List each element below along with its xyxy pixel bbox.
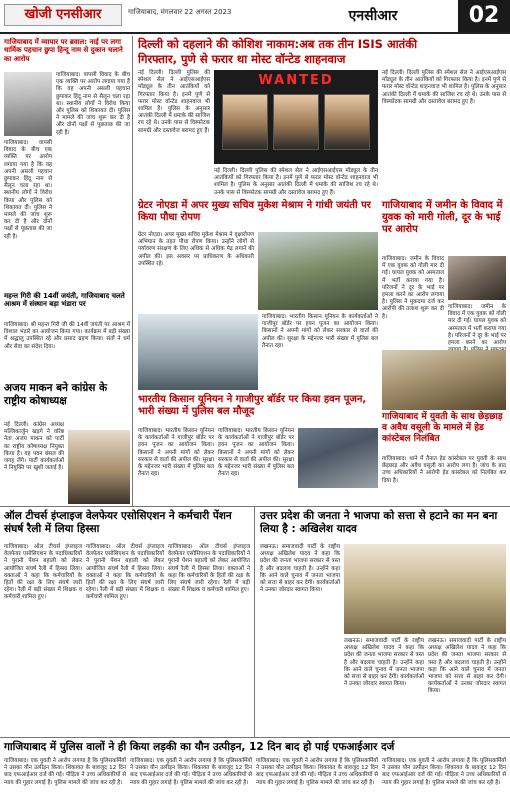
suspect-photo xyxy=(324,94,370,150)
row-divider xyxy=(0,506,510,507)
newspaper-logo: खोजी एनसीआर xyxy=(4,4,122,26)
article-body: नई दिल्ली। दिल्ली पुलिस की स्पेशल सेल ने आईएसआईएस मॉड्यूल के तीन आतंकियों को गिरफ्तार किया है। इनमें पुणे से फरार मोस्ट वॉन्टेड शाहनवाज भी शामिल है। पुलिस के अनुसार आतंकी दिल्ली में धमाके की साजिश रच रहे थे। उनके पास से विस्फोटक सामग्री और दस्तावेज बरामद हुए हैं। xyxy=(214,168,378,196)
story-headline: गाजियाबाद में युवती के साथ छेड़छाड़ व अवैध वसूली के मामले में हेड कांस्टेबल निलंबित xyxy=(382,412,503,444)
article-body: गाजियाबाद। ऑल टीचर्स इंप्लाइज वेलफेयर एसोसिएशन के पदाधिकारियों ने पुरानी पेंशन बहाली को लेकर आयोजित संघर्ष रैली में हिस्सा लिया। वक्ताओं ने कहा कि कर्मचारियों के हितों की रक्षा के लिए संघर्ष जारी रहेगा। रैली में बड़ी संख्या में शिक्षक व कर्मचारी शामिल हुए। xyxy=(168,544,250,594)
news-photo xyxy=(258,232,378,310)
news-photo xyxy=(344,544,506,634)
news-photo xyxy=(138,314,258,390)
portrait-photo xyxy=(68,430,130,504)
article-body: गाजियाबाद। ऑल टीचर्स इंप्लाइज वेलफेयर एसोसिएशन के पदाधिकारियों ने पुरानी पेंशन बहाली को लेकर आयोजित संघर्ष रैली में हिस्सा लिया। वक्ताओं ने कहा कि कर्मचारियों के हितों की रक्षा के लिए संघर्ष जारी रहेगा। रैली में बड़ी संख्या में शिक्षक व कर्मचारी शामिल हुए। xyxy=(4,544,82,601)
wanted-poster xyxy=(214,70,378,164)
edition-info: गाजियाबाद, मंगलवार 22 अगस्त 2023 xyxy=(128,8,232,16)
article-body: गाजियाबाद। थाने में तैनात हेड कांस्टेबल पर युवती के साथ छेड़छाड़ और अवैध वसूली का आरोप लगा है। जांच के बाद उच्च अधिकारियों ने आरोपी हेड कांस्टेबल को निलंबित कर दिया है। xyxy=(382,456,506,484)
news-photo xyxy=(4,72,52,136)
column-divider xyxy=(132,36,133,506)
article-body: नई दिल्ली। दिल्ली पुलिस की स्पेशल सेल ने आईएसआईएस मॉड्यूल के तीन आतंकियों को गिरफ्तार किया है। इनमें पुणे से फरार मोस्ट वॉन्टेड शाहनवाज भी शामिल है। पुलिस के अनुसार आतंकी दिल्ली में धमाके की साजिश रच रहे थे। उनके पास से विस्फोटक सामग्री और दस्तावेज बरामद हुए हैं। xyxy=(138,70,210,134)
article-body: गाजियाबाद। एक युवती ने आरोप लगाया है कि पुलिसकर्मियों ने उसका यौन उत्पीड़न किया। शिकायत के बावजूद 12 दिन बाद एफआईआर दर्ज की गई। पीड़िता ने उच्च अधिकारियों से न्याय की गुहार लगाई है। पुलिस मामले की जांच कर रही है। xyxy=(4,758,126,786)
row-divider xyxy=(0,737,510,738)
story-kicker: गाजियाबाद में व्यापार पर ब्रवाल: नाई पर लगा धार्मिक पहचान छुपा हिन्दू नाम से दुकान चलाने का आरोप xyxy=(4,38,123,63)
masthead xyxy=(0,0,510,34)
suspect-photo xyxy=(222,94,268,150)
article-body: गाजियाबाद। एक युवती ने आरोप लगाया है कि पुलिसकर्मियों ने उसका यौन उत्पीड़न किया। शिकायत के बावजूद 12 दिन बाद एफआईआर दर्ज की गई। पीड़िता ने उच्च अधिकारियों से न्याय की गुहार लगाई है। पुलिस मामले की जांच कर रही है। xyxy=(256,758,378,786)
article-body: ग्रेटर नोएडा। अपर मुख्य सचिव मुकेश मेश्राम ने वृक्षारोपण अभियान के तहत पौधा रोपण किया। उन्होंने लोगों से पर्यावरण संरक्षण के लिए अधिक से अधिक पेड़ लगाने की अपील की। इस अवसर पर प्राधिकरण के अधिकारी उपस्थित रहे। xyxy=(138,232,254,267)
story-headline: महन्त गिरी की 14वीं जयंती, गाजियाबाद चलते आश्रम में संस्थान बड़ा भंडारा पर xyxy=(4,292,125,309)
wanted-label: WANTED xyxy=(258,73,334,88)
article-body: गाजियाबाद। एक युवती ने आरोप लगाया है कि पुलिसकर्मियों ने उसका यौन उत्पीड़न किया। शिकायत के बावजूद 12 दिन बाद एफआईआर दर्ज की गई। पीड़िता ने उच्च अधिकारियों से न्याय की गुहार लगाई है। पुलिस मामले की जांच कर रही है। xyxy=(382,758,506,786)
article-body: लखनऊ। समाजवादी पार्टी के राष्ट्रीय अध्यक्ष अखिलेश यादव ने कहा कि प्रदेश की जनता भाजपा सरकार से त्रस्त है और बदलाव चाहती है। उन्होंने कहा कि आने वाले चुनाव में जनता भाजपा को सत्ता से बाहर कर देगी। कार्यकर्ताओं ने उनका जोरदार स्वागत किया। xyxy=(260,544,340,594)
story-headline: ग्रेटर नोएडा में अपर मुख्य सचिव मुकेश मेश्राम ने गांधी जयंती पर किया पौधा रोपण xyxy=(138,200,371,223)
story-headline: गाजियाबाद में पुलिस वालों ने ही किया लड़की का यौन उत्पीड़न, 12 दिन बाद हो पाई एफआईआर दर्ज xyxy=(4,741,395,753)
story-headline: गाजियाबाद में जमीन के विवाद में युवक को मारी गोली, दूर के भाई पर आरोप xyxy=(382,200,503,235)
article-body: गाजियाबाद। भारतीय किसान यूनियन के कार्यकर्ताओं ने गाजीपुर बॉर्डर पर हवन पूजन का आयोजन किया। किसानों ने अपनी मांगों को लेकर सरकार से वार्ता की अपील की। सुरक्षा के मद्देनजर भारी संख्या में पुलिस बल तैनात रहा। xyxy=(218,428,294,478)
article-body: नई दिल्ली। दिल्ली पुलिस की स्पेशल सेल ने आईएसआईएस मॉड्यूल के तीन आतंकियों को गिरफ्तार किया है। इनमें पुणे से फरार मोस्ट वॉन्टेड शाहनवाज भी शामिल है। पुलिस के अनुसार आतंकी दिल्ली में धमाके की साजिश रच रहे थे। उनके पास से विस्फोटक सामग्री और दस्तावेज बरामद हुए हैं। xyxy=(382,70,506,105)
news-photo xyxy=(298,428,378,488)
article-body: गाजियाबाद। वापसी विवाद के बीच एक व्यक्ति पर आरोप लगाया गया है कि वह अपनी असली पहचान छुपाकर हिंदू नाम से सैलून चला रहा था। स्थानीय लोगों ने विरोध किया और पुलिस को शिकायत दी। पुलिस ने मामले की जांच शुरू कर दी है और दोनों पक्षों से पूछताछ की जा रही है। xyxy=(56,72,130,136)
story-headline: उत्तर प्रदेश की जनता ने भाजपा को सत्ता से हटाने का मन बना लिया है : अखिलेश यादव xyxy=(260,510,498,535)
article-body: गाजियाबाद। जमीन के विवाद में एक युवक को गोली मार दी गई। घायल युवक को अस्पताल में भर्ती कराया गया है। परिजनों ने दूर के भाई पर हमला करने का आरोप xyxy=(448,304,506,347)
article-body: गाजियाबाद। श्री महन्त गिरी जी की 14वीं जयंती पर आश्रम में विशाल भंडारे का आयोजन किया गया। कार्यक्रम में बड़ी संख्या में श्रद्धालु उपस्थित रहे और प्रसाद ग्रहण किया। संतों ने धर्म और सेवा का संदेश दिया। xyxy=(4,322,130,350)
section-title: एनसीआर xyxy=(318,5,428,27)
article-body: गाजियाबाद। भारतीय किसान यूनियन के कार्यकर्ताओं ने गाजीपुर बॉर्डर पर हवन पूजन का आयोजन किया। किसानों ने अपनी मांगों को लेकर सरकार से वार्ता की अपील की। सुरक्षा के मद्देनजर भारी संख्या में पुलिस बल तैनात रहा। xyxy=(138,428,214,478)
article-body: गाजियाबाद। जमीन के विवाद में एक युवक को गोली मार दी गई। घायल युवक को अस्पताल में भर्ती कराया गया है। परिजनों ने दूर के भाई पर हमला करने का आरोप लगाया है। पुलिस ने मुकदमा दर्ज कर आरोपी की तलाश शुरू कर दी है। xyxy=(382,256,444,320)
article-body: गाजियाबाद। वापसी विवाद के बीच एक व्यक्ति पर आरोप लगाया गया है कि वह अपनी असली पहचान छुपाकर हिंदू नाम से सैलून चला रहा था। स्थानीय लोगों ने विरोध किया और पुलिस को शिकायत दी। पुलिस ने मामले की जांच शुरू कर दी है और दोनों पक्षों से पूछताछ की जा रही है। xyxy=(4,140,52,240)
page-number: 02 xyxy=(458,0,510,32)
suspect-photo xyxy=(273,94,319,150)
article-body: गाजियाबाद। ऑल टीचर्स इंप्लाइज वेलफेयर एसोसिएशन के पदाधिकारियों ने पुरानी पेंशन बहाली को लेकर आयोजित संघर्ष रैली में हिस्सा लिया। वक्ताओं ने कहा कि कर्मचारियों के हितों की रक्षा के लिए संघर्ष जारी रहेगा। रैली में बड़ी संख्या में शिक्षक व कर्मचारी शामिल हुए। xyxy=(86,544,164,601)
article-body: लखनऊ। समाजवादी पार्टी के राष्ट्रीय अध्यक्ष अखिलेश यादव ने कहा कि प्रदेश की जनता भाजपा सरकार से त्रस्त है और बदलाव चाहती है। उन्होंने कहा कि आने वाले चुनाव में जनता भाजपा को सत्ता से बाहर कर देगी। कार्यकर्ताओं ने उनका जोरदार स्वागत किया। xyxy=(428,638,506,695)
lead-headline-line1: दिल्ली को दहलाने की कोशिश नाकाम:अब तक तीन ISIS आतंकी xyxy=(138,37,418,51)
story-headline: भारतीय किसान यूनियन ने गाजीपुर बॉर्डर पर किया हवन पूजन, भारी संख्या में पुलिस बल मौजूद xyxy=(138,394,367,417)
news-photo xyxy=(382,350,506,410)
lead-headline-line2: गिरफ्तार, पुणे से फरार था मोस्ट वॉन्टेड शाहनवाज xyxy=(138,52,346,66)
story-headline: ऑल टीचर्स इंप्लाइज वेलफेयर एसोसिएशन ने कर्मचारी पेंशन संघर्ष रैली में लिया हिस्सा xyxy=(4,510,232,535)
story-headline: अजय माकन बने कांग्रेस के राष्ट्रीय कोषाध्यक्ष xyxy=(4,382,108,407)
news-photo xyxy=(448,256,506,300)
article-body: लखनऊ। समाजवादी पार्टी के राष्ट्रीय अध्यक्ष अखिलेश यादव ने कहा कि प्रदेश की जनता भाजपा सरकार से त्रस्त है और बदलाव चाहती है। उन्होंने कहा कि आने वाले चुनाव में जनता भाजपा को सत्ता से बाहर कर देगी। कार्यकर्ताओं ने उनका जोरदार स्वागत किया। xyxy=(344,638,424,688)
column-divider xyxy=(254,507,255,737)
article-body: नई दिल्ली। कांग्रेस अध्यक्ष मल्लिकार्जुन खड़गे ने वरिष्ठ नेता अजय माकन को पार्टी का राष्ट्रीय कोषाध्यक्ष नियुक्त किया है। वह पवन बंसल की जगह लेंगे। पार्टी कार्यकर्ताओं ने नियुक्ति पर खुशी जताई है। xyxy=(4,422,64,472)
article-body: गाजियाबाद। भारतीय किसान यूनियन के कार्यकर्ताओं ने गाजीपुर बॉर्डर पर हवन पूजन का आयोजन किया। किसानों ने अपनी मांगों को लेकर सरकार से वार्ता की अपील की। सुरक्षा के मद्देनजर भारी संख्या में पुलिस बल तैनात रहा। xyxy=(262,314,378,349)
article-body: गाजियाबाद। एक युवती ने आरोप लगाया है कि पुलिसकर्मियों ने उसका यौन उत्पीड़न किया। शिकायत के बावजूद 12 दिन बाद एफआईआर दर्ज की गई। पीड़िता ने उच्च अधिकारियों से न्याय की गुहार लगाई है। पुलिस मामले की जांच कर रही है। xyxy=(130,758,252,786)
